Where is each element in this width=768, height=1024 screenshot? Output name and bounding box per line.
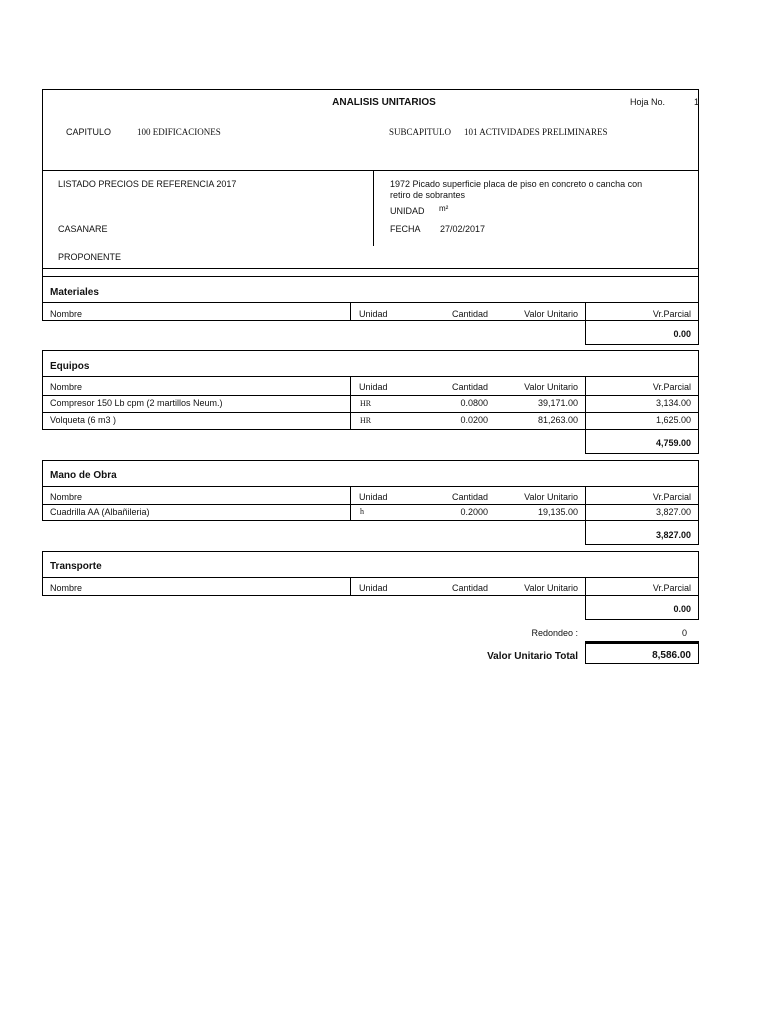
column-header-unidad: Unidad	[359, 583, 388, 593]
column-header-valor-unitario: Valor Unitario	[524, 382, 578, 392]
row-unidad: h	[360, 507, 364, 516]
equipos-subtotal: 4,759.00	[655, 438, 691, 448]
column-divider	[350, 376, 351, 430]
column-divider	[585, 376, 586, 430]
divider-line	[42, 302, 699, 303]
hoja-label: Hoja No.	[630, 97, 666, 107]
fecha-label: FECHA	[390, 224, 421, 234]
redondeo-value: 0	[681, 628, 687, 638]
row-cantidad: 0.2000	[460, 507, 488, 517]
column-header-unidad: Unidad	[359, 492, 388, 502]
column-header-unidad: Unidad	[359, 309, 388, 319]
row-nombre: Cuadrilla AA (Albañileria)	[50, 507, 150, 517]
info-left-border	[42, 171, 43, 276]
column-header-nombre: Nombre	[50, 309, 83, 319]
column-divider	[350, 577, 351, 596]
column-header-vr-parcial: Vr.Parcial	[652, 309, 691, 319]
mano-de-obra-subtotal: 3,827.00	[655, 530, 691, 540]
equipos-title: Equipos	[50, 361, 90, 372]
row-valor-unitario: 81,263.00	[537, 415, 578, 425]
column-header-nombre: Nombre	[50, 382, 83, 392]
subcapitulo-value: 101 ACTIVIDADES PRELIMINARES	[464, 127, 608, 137]
page-title: ANALISIS UNITARIOS	[332, 97, 436, 108]
column-header-valor-unitario: Valor Unitario	[524, 309, 578, 319]
column-header-nombre: Nombre	[50, 583, 83, 593]
row-vr-parcial: 1,625.00	[655, 415, 691, 425]
unidad-label: UNIDAD	[390, 206, 425, 216]
column-header-vr-parcial: Vr.Parcial	[652, 492, 691, 502]
column-header-vr-parcial: Vr.Parcial	[652, 382, 691, 392]
column-divider	[585, 302, 586, 321]
divider-line	[42, 395, 699, 396]
transporte-subtotal: 0.00	[673, 604, 691, 614]
column-header-nombre: Nombre	[50, 492, 83, 502]
column-header-cantidad: Cantidad	[451, 583, 488, 593]
row-cantidad: 0.0800	[460, 398, 488, 408]
row-vr-parcial: 3,827.00	[655, 507, 691, 517]
column-header-cantidad: Cantidad	[451, 382, 488, 392]
region-text: CASANARE	[58, 224, 108, 234]
total-value: 8,586.00	[652, 650, 691, 661]
mano-de-obra-title: Mano de Obra	[50, 470, 117, 481]
row-valor-unitario: 19,135.00	[537, 507, 578, 517]
row-unidad: HR	[360, 399, 372, 408]
materiales-title: Materiales	[50, 287, 99, 298]
column-divider	[585, 577, 586, 596]
column-header-cantidad: Cantidad	[451, 492, 488, 502]
divider-line	[42, 577, 699, 578]
total-label: Valor Unitario Total	[487, 651, 578, 662]
column-header-vr-parcial: Vr.Parcial	[652, 583, 691, 593]
column-header-valor-unitario: Valor Unitario	[524, 492, 578, 502]
item-desc-line2: retiro de sobrantes	[390, 190, 466, 200]
capitulo-label: CAPITULO	[66, 127, 112, 137]
item-desc-line1: 1972 Picado superficie placa de piso en concreto o cancha con	[390, 179, 643, 189]
column-divider	[350, 302, 351, 321]
redondeo-label: Redondeo :	[531, 628, 578, 638]
hoja-value: 1	[694, 97, 700, 107]
row-cantidad: 0.0200	[460, 415, 488, 425]
subcapitulo-label: SUBCAPITULO	[389, 127, 452, 137]
transporte-title: Transporte	[50, 561, 102, 572]
unidad-value: m²	[439, 204, 449, 213]
info-divider	[373, 171, 374, 246]
column-header-unidad: Unidad	[359, 382, 388, 392]
row-nombre: Compresor 150 Lb cpm (2 martillos Neum.)	[50, 398, 223, 408]
listado-text: LISTADO PRECIOS DE REFERENCIA 2017	[58, 179, 237, 189]
divider-line	[42, 376, 699, 377]
column-header-valor-unitario: Valor Unitario	[524, 583, 578, 593]
capitulo-value: 100 EDIFICACIONES	[137, 127, 221, 137]
row-nombre: Volqueta (6 m3 )	[50, 415, 117, 425]
fecha-value: 27/02/2017	[440, 224, 486, 234]
proponente-text: PROPONENTE	[58, 252, 122, 262]
row-unidad: HR	[360, 416, 372, 425]
row-valor-unitario: 39,171.00	[537, 398, 578, 408]
row-vr-parcial: 3,134.00	[655, 398, 691, 408]
divider-line	[42, 504, 699, 505]
column-header-cantidad: Cantidad	[451, 309, 488, 319]
divider-line	[42, 268, 699, 269]
info-right-border	[698, 171, 699, 276]
divider-line	[42, 412, 699, 413]
materiales-subtotal: 0.00	[673, 329, 691, 339]
divider-line	[42, 486, 699, 487]
